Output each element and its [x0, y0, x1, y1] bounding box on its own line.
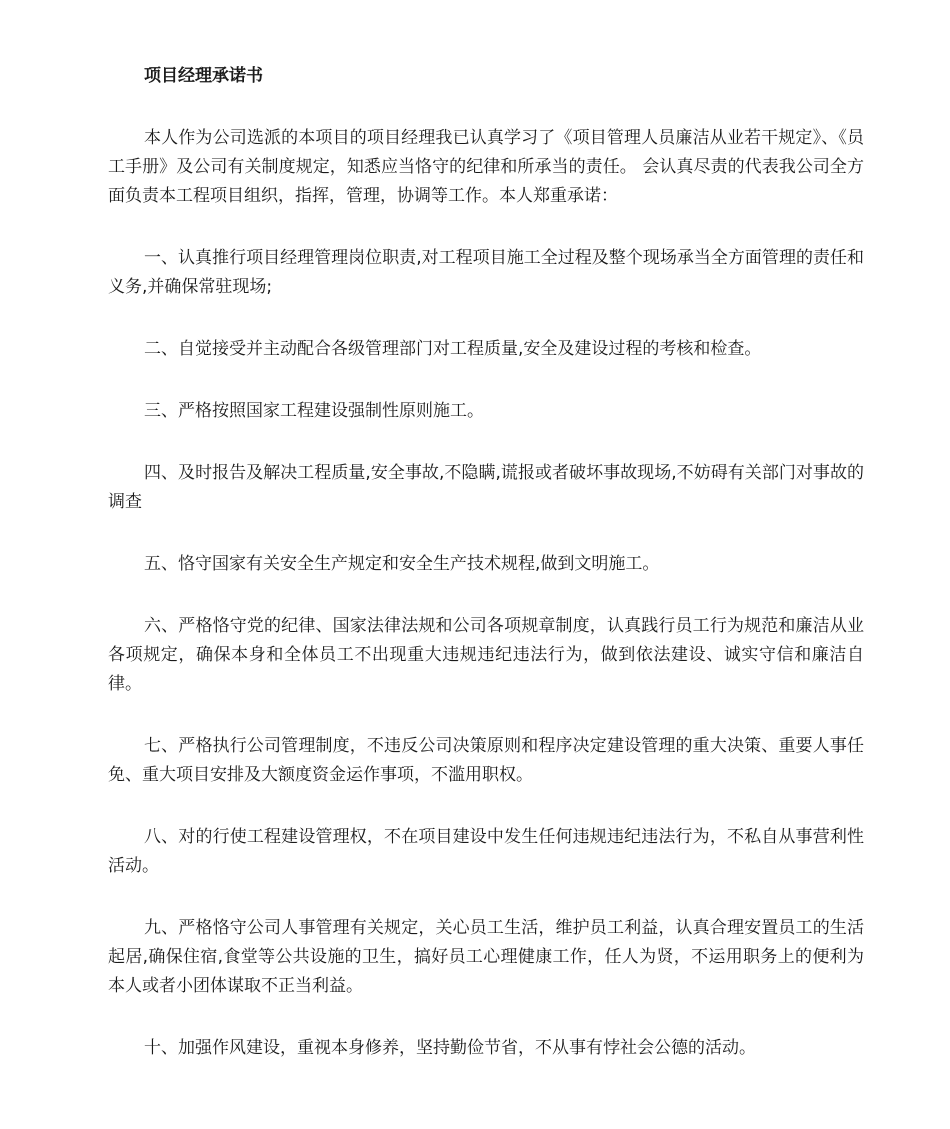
commitment-item-8: 八、对的行使工程建设管理权，不在项目建设中发生任何违规违纪违法行为，不私自从事营利性活动。 [108, 827, 864, 876]
document-page [108, 62, 864, 1063]
spacer [108, 302, 864, 335]
spacer [108, 517, 864, 550]
spacer [108, 579, 864, 612]
spacer [108, 790, 864, 823]
commitment-item-1: 一、认真推行项目经理管理岗位职责,对工程项目施工全过程及整个现场承当全方面管理的责任和义务,并确保常驻现场; [108, 248, 864, 297]
spacer [108, 90, 864, 124]
spacer [108, 1001, 864, 1034]
intro-paragraph: 本人作为公司选派的本项目的项目经理我已认真学习了《项目管理人员廉洁从业若干规定》、《员工手册》及公司有关制度规定，知悉应当恪守的纪律和所承当的责任。 会认真尽责的代表我公司全方面负责本工程项目组织，指挥，管理，协调等工作。本人郑重承诺： [108, 128, 864, 206]
commitment-item-2: 二、自觉接受并主动配合各级管理部门对工程质量,安全及建设过程的考核和检查。 [144, 339, 762, 359]
document-title: 项目经理承诺书 [144, 66, 263, 86]
commitment-item-6: 六、严格恪守党的纪律、国家法律法规和公司各项规章制度，认真践行员工行为规范和廉洁从业各项规定，确保本身和全体员工不出现重大违规违纪违法行为，做到依法建设、诚实守信和廉洁自律。 [108, 616, 864, 694]
commitment-item-7: 七、严格执行公司管理制度，不违反公司决策原则和程序决定建设管理的重大决策、重要人事任免、重大项目安排及大额度资金运作事项，不滥用职权。 [108, 736, 864, 785]
commitment-item-3: 三、严格按照国家工程建设强制性原则施工。 [144, 401, 484, 421]
spacer [108, 364, 864, 397]
commitment-item-4: 四、及时报告及解决工程质量,安全事故,不隐瞒,谎报或者破坏事故现场,不妨碍有关部门对事故的调查 [108, 463, 864, 512]
commitment-item-9: 九、严格恪守公司人事管理有关规定，关心员工生活，维护员工利益，认真合理安置员工的生活起居,确保住宿,食堂等公共设施的卫生，搞好员工心理健康工作，任人为贤，不运用职务上的便利为本人或者小团体谋取不正当利益。 [108, 918, 864, 996]
spacer [108, 211, 864, 244]
commitment-item-10: 十、加强作风建设，重视本身修养，坚持勤俭节省，不从事有悖社会公德的活动。 [144, 1038, 756, 1058]
spacer [108, 426, 864, 459]
commitment-item-5: 五、恪守国家有关安全生产规定和安全生产技术规程,做到文明施工。 [144, 554, 660, 574]
spacer [108, 881, 864, 914]
spacer [108, 699, 864, 732]
